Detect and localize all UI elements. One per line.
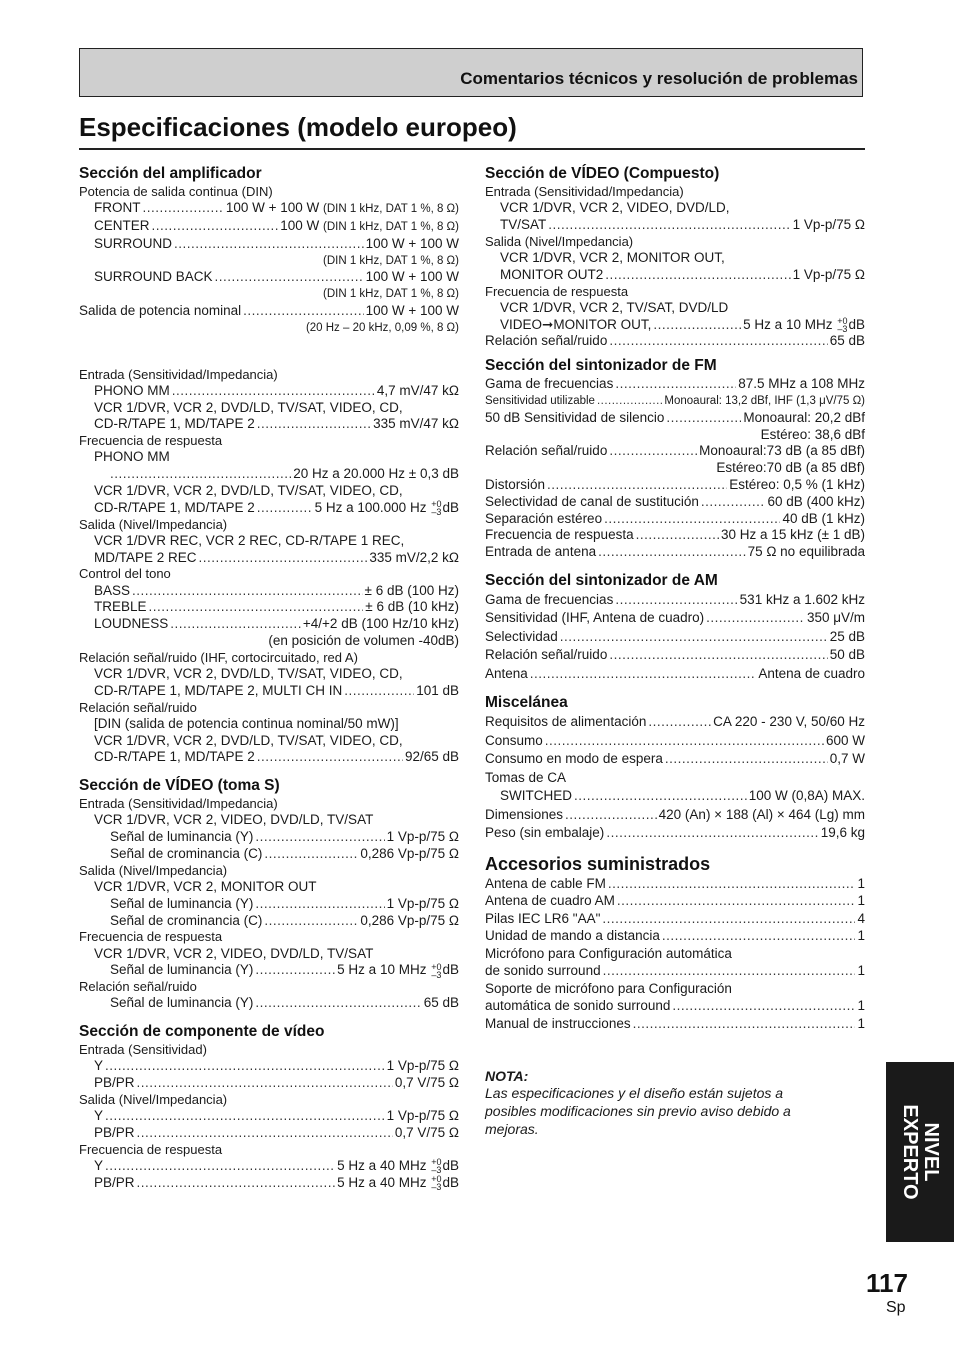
fm-freq-row: Frecuencia de respuesta ..... 30 Hz a 15 kHz (± 1 dB) — [485, 527, 865, 544]
vc-src3a: VCR 1/DVR, VCR 2, TV/SAT, DVD/LD — [500, 299, 729, 315]
fm-snr-row: Relación señal/ruido ..... Monoaural:73 dB (a 85 dBf) — [485, 443, 865, 460]
comp-salida-label: Salida (Nivel/Impedancia) — [79, 1091, 228, 1107]
amp-freq-vcr-line1: VCR 1/DVR, VCR 2, DVD/LD, TV/SAT, VIDEO, CD, — [94, 482, 403, 498]
comp-y3-row: Y ..... 5 Hz a 40 MHz +0 –3dB — [79, 1158, 459, 1175]
amp-freq-phono-label: PHONO MM — [94, 449, 170, 465]
amp-snr2-line1: [DIN (salida de potencia continua nominal/50 mW)] — [94, 715, 399, 731]
acc-row-6: automática de sonido surround ..... 1 — [485, 997, 865, 1015]
amp-snr2-label: Relación señal/ruido — [79, 699, 197, 715]
accessories-heading: Accesorios suministrados — [485, 853, 711, 874]
amp-potencia-label: Potencia de salida continua (DIN) — [79, 184, 273, 199]
side-tab-line2: EXPERTO — [899, 1104, 921, 1200]
misc-peso-row: Peso (sin embalaje) ..... 19,6 kg — [485, 824, 865, 843]
right-column — [485, 164, 865, 1138]
amp-front-row: FRONT ..... 100 W + 100 W (DIN 1 kHz, DAT 1 %, 8 Ω) — [79, 200, 459, 218]
comp-freq-label: Frecuencia de respuesta — [79, 1141, 223, 1157]
fm-sel-row: Selectividad de canal de sustitución ..... 60 dB (400 kHz) — [485, 494, 865, 511]
acc-row-2: Antena de cuadro AM ..... 1 — [485, 892, 865, 910]
acc-row-5: de sonido surround ..... 1 — [485, 962, 865, 980]
side-tab-line1: NIVEL — [920, 1122, 942, 1182]
amp-salida-row: MD/TAPE 2 REC ..... 335 mV/2,2 kΩ — [79, 550, 459, 567]
acc-row-4: Unidad de mando a distancia ..... 1 — [485, 927, 865, 945]
component-video-heading: Sección de componente de vídeo — [79, 1023, 325, 1041]
am-sel-row: Selectividad ..... 25 dB — [485, 628, 865, 647]
vs-salida-label: Salida (Nivel/Impedancia) — [79, 862, 228, 878]
amp-heading: Sección del amplificador — [79, 165, 262, 182]
amp-surround-cond: (DIN 1 kHz, DAT 1 %, 8 Ω) — [323, 254, 459, 267]
vc-src1a: VCR 1/DVR, VCR 2, VIDEO, DVD/LD, — [500, 200, 730, 216]
amp-snr-label: Relación señal/ruido (IHF, cortocircuitado, red A) — [79, 649, 358, 665]
comp-y2-row: Y ..... 1 Vp-p/75 Ω — [79, 1108, 459, 1125]
fm-heading: Sección del sintonizador de FM — [485, 357, 717, 375]
amp-snr-row: CD-R/TAPE 1, MD/TAPE 2, MULTI CH IN ..... 101 dB — [79, 683, 459, 700]
fm-dist-row: Distorsión ..... Estéreo: 0,5 % (1 kHz) — [485, 477, 865, 494]
fm-silencio-stereo: Estéreo: 38,6 dBf — [760, 426, 865, 442]
amp-nominal-cond: (20 Hz – 20 kHz, 0,09 %, 8 Ω) — [305, 321, 459, 334]
amp-nominal-row: Salida de potencia nominal ..... 100 W + 100 W — [79, 303, 459, 320]
comp-pb3-row: PB/PR ..... 5 Hz a 40 MHz +0 –3dB — [79, 1175, 459, 1192]
section-header-title: Comentarios técnicos y resolución de problemas — [460, 69, 858, 88]
left-column — [79, 164, 459, 1192]
acc-row-7: Manual de instrucciones ..... 1 — [485, 1015, 865, 1033]
am-ant-row: Antena ..... Antena de cuadro — [485, 665, 865, 684]
vc-snr-row: Relación señal/ruido ..... 65 dB — [485, 333, 865, 350]
misc-heading: Miscelánea — [485, 694, 568, 712]
amp-phono-row: PHONO MM ..... 4,7 mV/47 kΩ — [79, 383, 459, 400]
amp-vcr-row: CD-R/TAPE 1, MD/TAPE 2 ..... 335 mV/47 kΩ — [79, 416, 459, 433]
comp-entrada-label: Entrada (Sensitividad) — [79, 1042, 207, 1058]
vs-lum4-row: Señal de luminancia (Y) ..... 65 dB — [79, 995, 459, 1012]
vs-lum3-row: Señal de luminancia (Y) ..... 5 Hz a 10 MHz +0 –3dB — [79, 962, 459, 979]
fm-snr-stereo: Estéreo:70 dB (a 85 dBf) — [716, 460, 865, 476]
vs-src2: VCR 1/DVR, VCR 2, MONITOR OUT — [94, 878, 317, 894]
vc-src1-row: TV/SAT ..... 1 Vp-p/75 Ω — [485, 217, 865, 234]
vs-entrada-label: Entrada (Sensitividad/Impedancia) — [79, 796, 278, 812]
amp-surround-row: SURROUND ..... 100 W + 100 W — [79, 236, 459, 253]
fm-silencio-row: 50 dB Sensitividad de silencio ..... Monoaural: 20,2 dBf — [485, 410, 865, 427]
fm-gama-row: Gama de frecuencias ..... 87.5 MHz a 108 MHz — [485, 376, 865, 393]
misc-dim-row: Dimensiones ..... 420 (An) × 188 (Al) × 464 (Lg) mm — [485, 806, 865, 825]
amp-loudness-row: LOUDNESS ..... +4/+2 dB (100 Hz/10 kHz) — [79, 616, 459, 633]
acc-row-3: Pilas IEC LR6 "AA" ..... 4 — [485, 910, 865, 928]
amp-salida-line1: VCR 1/DVR REC, VCR 2 REC, CD-R/TAPE 1 REC, — [94, 532, 405, 548]
vs-crom-row: Señal de crominancia (C) ..... 0,286 Vp-p/75 Ω — [79, 846, 459, 863]
comp-y-row: Y ..... 1 Vp-p/75 Ω — [79, 1058, 459, 1075]
amp-center-row: CENTER ..... 100 W (DIN 1 kHz, DAT 1 %, 8 Ω) — [79, 218, 459, 236]
page-language: Sp — [886, 1299, 906, 1316]
am-gama-row: Gama de frecuencias ..... 531 kHz a 1.602 kHz — [485, 591, 865, 610]
vs-crom2-row: Señal de crominancia (C) ..... 0,286 Vp-p/75 Ω — [79, 913, 459, 930]
vc-freq-label: Frecuencia de respuesta — [485, 283, 629, 299]
section-header-bar — [79, 48, 863, 97]
misc-esp-row: Consumo en modo de espera ..... 0,7 W — [485, 750, 865, 769]
nota-text: Las especificaciones y el diseño están sujetos a posibles modificaciones sin previo aviso debido a mejoras. — [485, 1085, 791, 1138]
amp-salida-label: Salida (Nivel/Impedancia) — [79, 516, 228, 532]
vs-lum2-row: Señal de luminancia (Y) ..... 1 Vp-p/75 Ω — [79, 896, 459, 913]
fm-ant-row: Entrada de antena ..... 75 Ω no equilibrada — [485, 544, 865, 561]
acc-row-1: Antena de cable FM ..... 1 — [485, 875, 865, 893]
amp-vcr-line1: VCR 1/DVR, VCR 2, DVD/LD, TV/SAT, VIDEO, CD, — [94, 399, 403, 415]
vs-src1: VCR 1/DVR, VCR 2, VIDEO, DVD/LD, TV/SAT — [94, 812, 374, 828]
vc-src3-row: VIDEO➞MONITOR OUT, ..... 5 Hz a 10 MHz +0 –3dB — [485, 317, 865, 334]
title-rule — [79, 148, 865, 150]
page-number: 117 — [866, 1268, 908, 1298]
amp-loudness-cond: (en posición de volumen -40dB) — [268, 632, 459, 648]
misc-req-row: Requisitos de alimentación ..... CA 220 - 230 V, 50/60 Hz — [485, 713, 865, 732]
amp-surround-back-row: SURROUND BACK ..... 100 W + 100 W — [79, 269, 459, 286]
comp-pb-row: PB/PR ..... 0,7 V/75 Ω — [79, 1075, 459, 1092]
vs-freq-label: Frecuencia de respuesta — [79, 929, 223, 945]
vc-entrada-label: Entrada (Sensitividad/Impedancia) — [485, 184, 684, 199]
am-heading: Sección del sintonizador de AM — [485, 571, 718, 589]
acc-row-5-line1: Micrófono para Configuración automática — [485, 945, 732, 961]
page-title: Especificaciones (modelo europeo) — [79, 112, 517, 142]
vs-src3: VCR 1/DVR, VCR 2, VIDEO, DVD/LD, TV/SAT — [94, 945, 374, 961]
comp-pb2-row: PB/PR ..... 0,7 V/75 Ω — [79, 1125, 459, 1142]
amp-freq-label: Frecuencia de respuesta — [79, 433, 223, 449]
amp-snr-line1: VCR 1/DVR, VCR 2, DVD/LD, TV/SAT, VIDEO, CD, — [94, 665, 403, 681]
nota-title: NOTA: — [485, 1068, 529, 1085]
amp-surround-back-cond: (DIN 1 kHz, DAT 1 %, 8 Ω) — [323, 288, 459, 301]
amp-treble-row: TREBLE ..... ± 6 dB (10 kHz) — [79, 599, 459, 616]
amp-freq-vcr-row: CD-R/TAPE 1, MD/TAPE 2 ..... 5 Hz a 100.000 Hz +0 –3dB — [79, 500, 459, 517]
side-tab-label — [899, 1104, 941, 1199]
fm-sens-row: Sensitividad utilizable ..... Monoaural: 13,2 dBf, IHF (1,3 μV/75 Ω) — [485, 393, 865, 410]
amp-entrada-label: Entrada (Sensitividad/Impedancia) — [79, 366, 278, 382]
amp-snr2-row: CD-R/TAPE 1, MD/TAPE 2 ..... 92/65 dB — [79, 749, 459, 766]
misc-switched-row: SWITCHED ..... 100 W (0,8A) MAX. — [485, 787, 865, 806]
am-sens-row: Sensitividad (IHF, Antena de cuadro) ..... 350 μV/m — [485, 609, 865, 628]
vs-lum-row: Señal de luminancia (Y) ..... 1 Vp-p/75 Ω — [79, 829, 459, 846]
amp-tono-label: Control del tono — [79, 566, 171, 582]
vs-snr-label: Relación señal/ruido — [79, 979, 197, 995]
misc-cons-row: Consumo ..... 600 W — [485, 732, 865, 751]
amp-snr2-line2: VCR 1/DVR, VCR 2, DVD/LD, TV/SAT, VIDEO, CD, — [94, 732, 403, 748]
amp-bass-row: BASS ..... ± 6 dB (100 Hz) — [79, 583, 459, 600]
video-composite-heading: Sección de VÍDEO (Compuesto) — [485, 165, 720, 182]
nivel-experto-tab — [886, 1062, 954, 1242]
acc-row-6-line1: Soporte de micrófono para Configuración — [485, 980, 732, 996]
misc-tomas-label: Tomas de CA — [485, 769, 567, 785]
vc-salida-label: Salida (Nivel/Impedancia) — [485, 233, 634, 249]
fm-sep-row: Separación estéreo ..... 40 dB (1 kHz) — [485, 511, 865, 528]
video-s-heading: Sección de VÍDEO (toma S) — [79, 777, 280, 795]
amp-freq-phono-row: ..... 20 Hz a 20.000 Hz ± 0,3 dB — [79, 466, 459, 483]
vc-src2-row: MONITOR OUT2 ..... 1 Vp-p/75 Ω — [485, 267, 865, 284]
am-snr-row: Relación señal/ruido ..... 50 dB — [485, 646, 865, 665]
vc-src2a: VCR 1/DVR, VCR 2, MONITOR OUT, — [500, 250, 725, 265]
